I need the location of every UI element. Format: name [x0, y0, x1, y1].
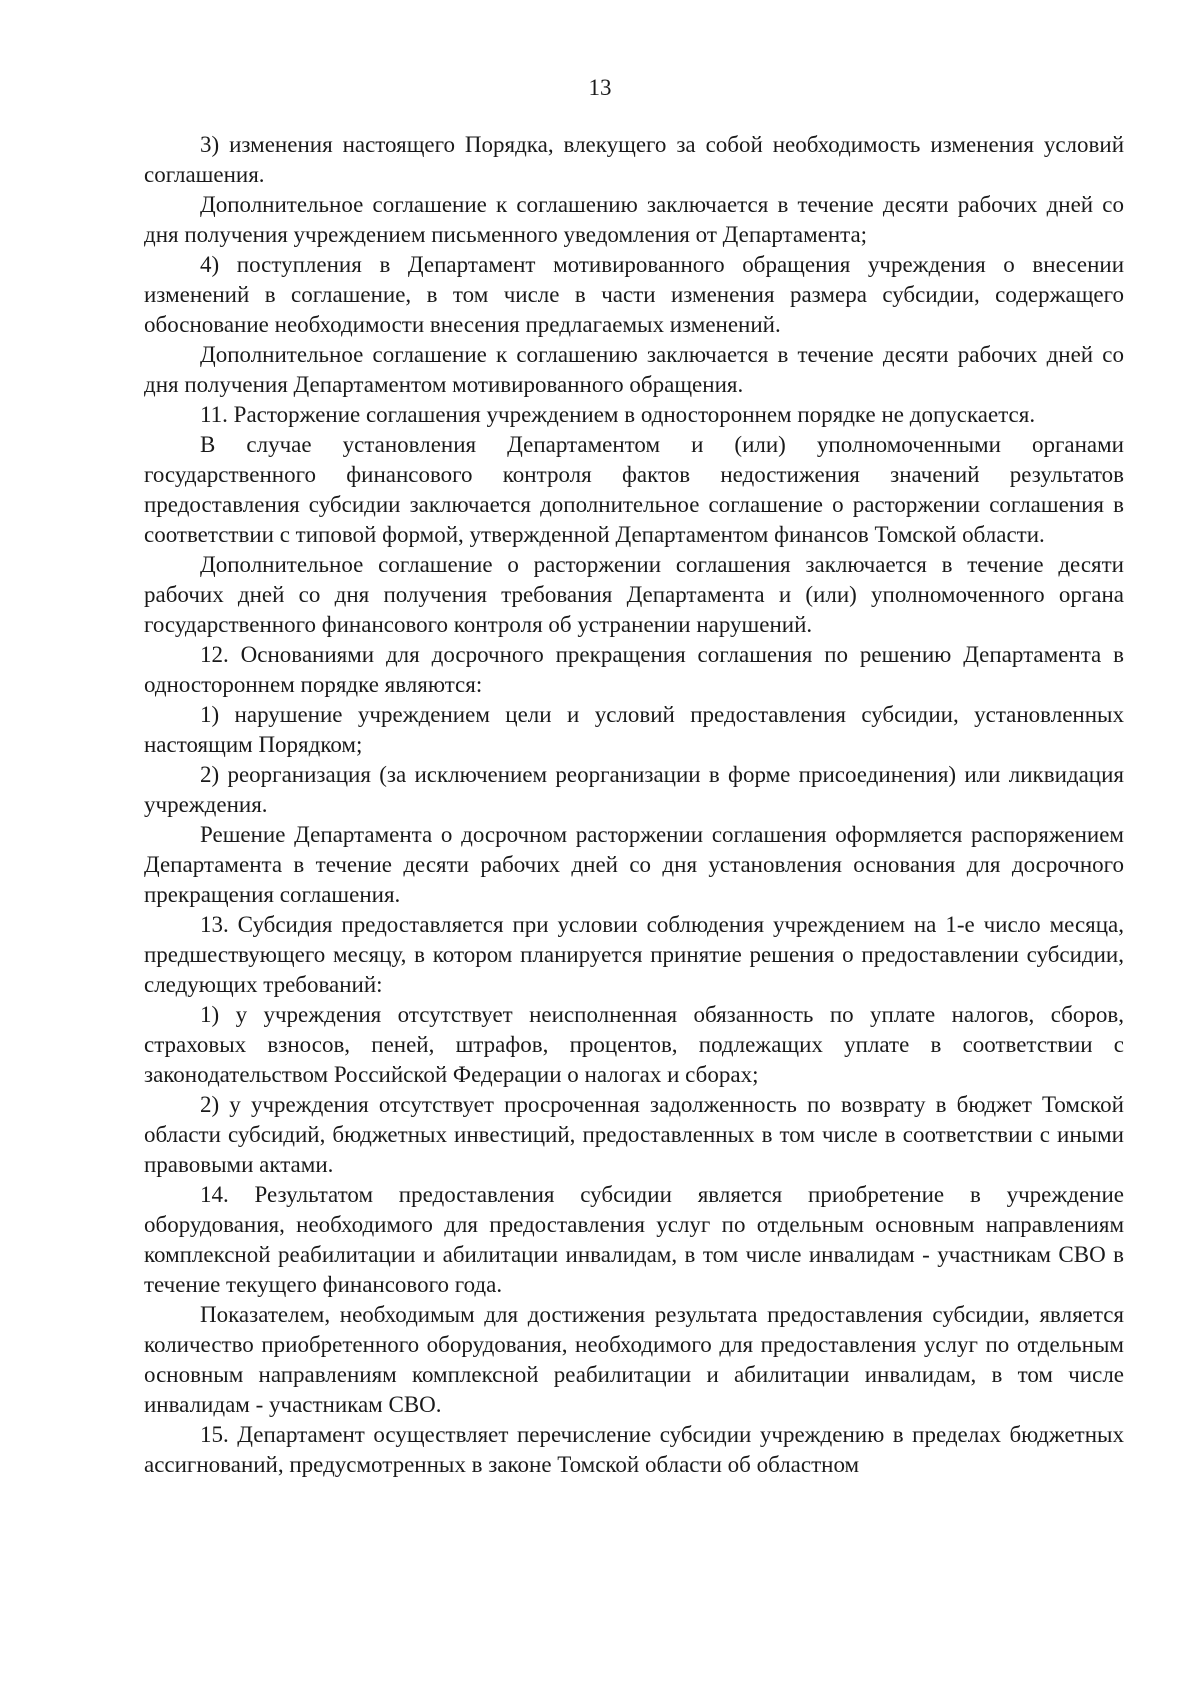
section-12-paragraph: 12. Основаниями для досрочного прекращения соглашения по решению Департамента в одностороннем порядке являются: — [144, 642, 1124, 697]
section-13-item-1: 1) у учреждения отсутствует неисполненная обязанность по уплате налогов, сборов, страховых взносов, пеней, штрафов, процентов, подлежащих уплате в соответствии с законодательством Российской Федерации о налогах и сборах; — [144, 1002, 1124, 1087]
section-12-item-1: 1) нарушение учреждением цели и условий предоставления субсидии, установленных настоящим Порядком; — [144, 702, 1124, 757]
section-12-item-2: 2) реорганизация (за исключением реорганизации в форме присоединения) или ликвидация учреждения. — [144, 762, 1124, 817]
indicator-paragraph: Показателем, необходимым для достижения результата предоставления субсидии, является количество приобретенного оборудования, необходимого для предоставления услуг по отдельным основным направлениям комплексной реабилитации и абилитации инвалидам, в том числе инвалидам - участникам СВО. — [144, 1302, 1124, 1417]
document-body — [144, 130, 1124, 1480]
section-15-paragraph: 15. Департамент осуществляет перечисление субсидии учреждению в пределах бюджетных ассигнований, предусмотренных в законе Томской области об областном — [144, 1422, 1124, 1477]
section-14-paragraph: 14. Результатом предоставления субсидии является приобретение в учреждение оборудования, необходимого для предоставления услуг по отдельным основным направлениям комплексной реабилитации и абилитации инвалидам, в том числе инвалидам - участникам СВО в течение текущего финансового года. — [144, 1182, 1124, 1297]
supplementary-agreement-paragraph: Дополнительное соглашение к соглашению заключается в течение десяти рабочих дней со дня получения Департаментом мотивированного обращения. — [144, 342, 1124, 397]
paragraph-item-4-text: 4) поступления в Департамент мотивированного обращения учреждения о внесении изменений в соглашение, в том числе в части изменения размера субсидии, содержащего обоснование необходимости внесения предлагаемых изменений. — [144, 252, 1124, 337]
section-13-paragraph: 13. Субсидия предоставляется при условии соблюдения учреждением на 1-е число месяца, предшествующего месяцу, в котором планируется принятие решения о предоставлении субсидии, следующих требований: — [144, 912, 1124, 997]
termination-agreement-paragraph: Дополнительное соглашение о расторжении соглашения заключается в течение десяти рабочих дней со дня получения требования Департамента и (или) уполномоченного органа государственного финансового контроля об устранении нарушений. — [144, 552, 1124, 637]
department-decision-paragraph: Решение Департамента о досрочном расторжении соглашения оформляется распоряжением Департамента в течение десяти рабочих дней со дня установления основания для досрочного прекращения соглашения. — [144, 822, 1124, 907]
paragraph-item-3-text: 3) изменения настоящего Порядка, влекущего за собой необходимость изменения условий соглашения. — [144, 132, 1124, 187]
page-number: 13 — [588, 75, 612, 100]
supplementary-agreement-paragraph: Дополнительное соглашение к соглашению заключается в течение десяти рабочих дней со дня получения учреждением письменного уведомления от Департамента; — [144, 192, 1124, 247]
section-13-item-2: 2) у учреждения отсутствует просроченная задолженность по возврату в бюджет Томской области субсидий, бюджетных инвестиций, предоставленных в том числе в соответствии с иными правовыми актами. — [144, 1092, 1124, 1177]
section-11-paragraph: 11. Расторжение соглашения учреждением в одностороннем порядке не допускается. — [200, 402, 1036, 427]
termination-paragraph: В случае установления Департаментом и (или) уполномоченными органами государственного финансового контроля фактов недостижения значений результатов предоставления субсидии заключается дополнительное соглашение о расторжении соглашения в соответствии с типовой формой, утвержденной Департаментом финансов Томской области. — [144, 432, 1124, 547]
